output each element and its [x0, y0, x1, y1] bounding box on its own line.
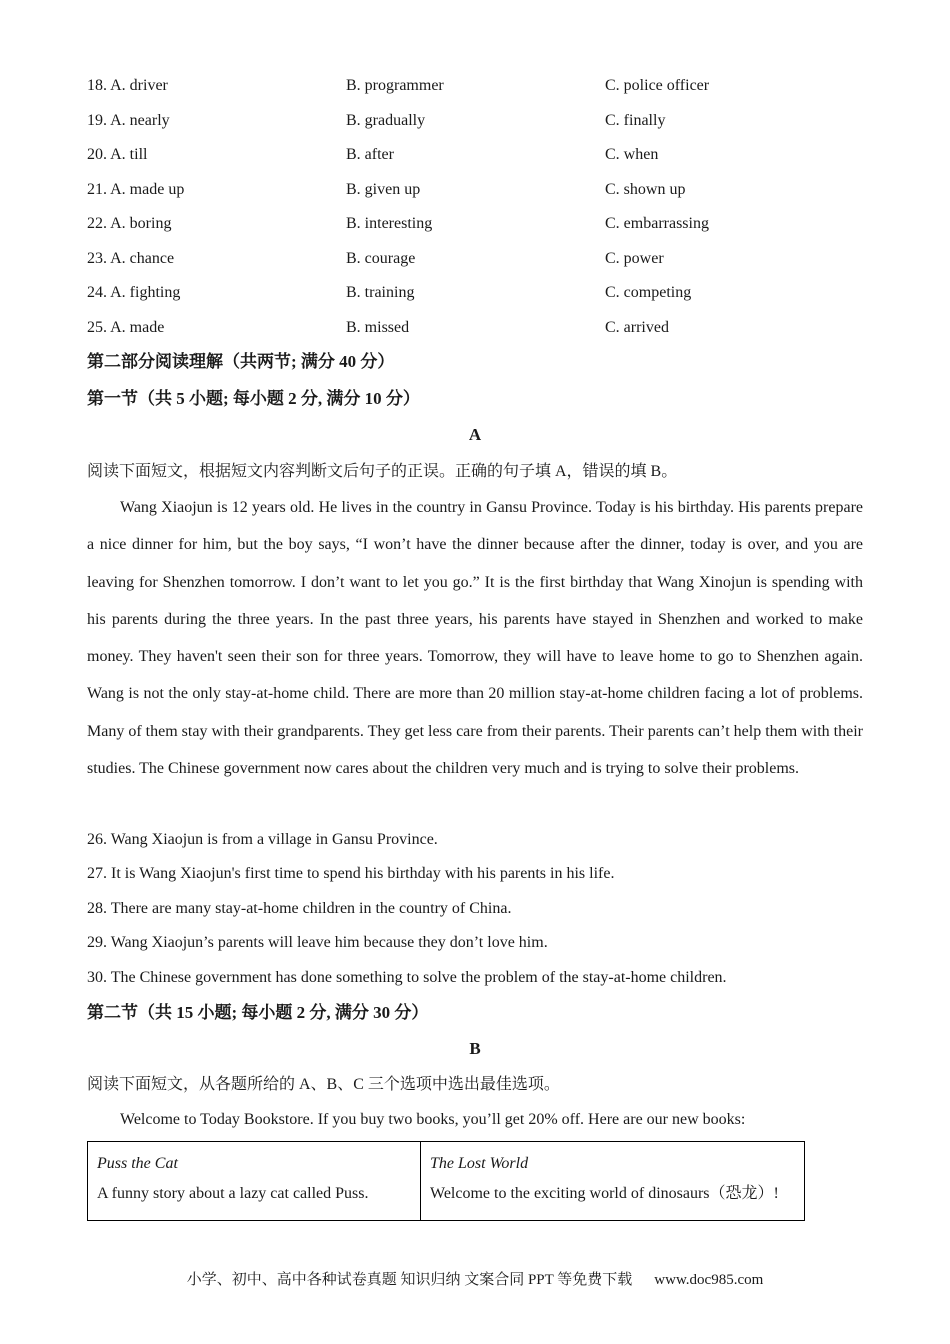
- question-20-options: [87, 143, 887, 167]
- option-b: B. given up: [346, 181, 421, 198]
- footer-site-link[interactable]: www.doc985.com: [654, 1272, 764, 1288]
- section-1-heading: 第一节（共 5 小题; 每小题 2 分, 满分 10 分）: [87, 389, 420, 408]
- book-description: Welcome to the exciting world of dinosaurs（恐龙）!: [430, 1185, 779, 1202]
- book-cell: [88, 1142, 421, 1221]
- question-18-options: [87, 74, 887, 98]
- option-c: C. power: [605, 250, 664, 267]
- statement-26: 26. Wang Xiaojun is from a village in Gansu Province.: [87, 831, 438, 848]
- option-c: C. finally: [605, 112, 666, 129]
- option-b: B. programmer: [346, 77, 444, 94]
- footer: [0, 1268, 950, 1292]
- option-a: 21. A. made up: [87, 181, 185, 198]
- option-a: 25. A. made: [87, 319, 165, 336]
- passage-a-instruction: 阅读下面短文，根据短文内容判断文后句子的正误。正确的句子填 A，错误的填 B。: [87, 463, 678, 480]
- option-b: B. interesting: [346, 215, 433, 232]
- question-21-options: [87, 178, 887, 202]
- question-23-options: [87, 247, 887, 271]
- section-2-heading: 第二节（共 15 小题; 每小题 2 分, 满分 30 分）: [87, 1003, 429, 1022]
- book-description: A funny story about a lazy cat called Puss.: [97, 1185, 369, 1202]
- option-b: B. after: [346, 146, 394, 163]
- option-c: C. shown up: [605, 181, 686, 198]
- option-a: 23. A. chance: [87, 250, 175, 267]
- part-2-heading: 第二部分阅读理解（共两节; 满分 40 分）: [87, 352, 395, 371]
- statement-27: 27. It is Wang Xiaojun's first time to spend his birthday with his parents in his life.: [87, 865, 615, 882]
- option-a: 19. A. nearly: [87, 112, 170, 129]
- option-c: C. competing: [605, 284, 692, 301]
- question-19-options: [87, 109, 887, 133]
- option-a: 18. A. driver: [87, 77, 168, 94]
- question-24-options: [87, 281, 887, 305]
- book-title: Puss the Cat: [97, 1155, 178, 1172]
- option-c: C. police officer: [605, 77, 710, 94]
- option-a: 22. A. boring: [87, 215, 172, 232]
- book-title: The Lost World: [430, 1155, 529, 1172]
- option-b: B. courage: [346, 250, 416, 267]
- option-b: B. missed: [346, 319, 410, 336]
- table-row: [88, 1142, 805, 1221]
- passage-b-instruction: 阅读下面短文，从各题所给的 A、B、C 三个选项中选出最佳选项。: [87, 1076, 560, 1093]
- option-c: C. arrived: [605, 319, 669, 336]
- option-c: C. embarrassing: [605, 215, 709, 232]
- option-b: B. training: [346, 284, 415, 301]
- question-25-options: [87, 316, 887, 340]
- passage-b-letter: B: [469, 1039, 481, 1058]
- statement-29: 29. Wang Xiaojun’s parents will leave him because they don’t love him.: [87, 934, 548, 951]
- option-a: 24. A. fighting: [87, 284, 181, 301]
- statement-28: 28. There are many stay-at-home children in the country of China.: [87, 900, 512, 917]
- passage-a-text: Wang Xiaojun is 12 years old. He lives in the country in Gansu Province. Today is his birthday. His parents prepare a nice dinner for him, but the boy says, “I won’t have the dinner because after the dinner, today is over, and you are leaving for Shenzhen tomorrow. I don’t want to let you go.” It is the first birthday that Wang Xinojun is spending with his parents during the three years. In the past three years, his parents have stayed in Shenzhen and worked to make money. They haven't seen their son for three years. Tomorrow, they will have to leave home to go to Shenzhen again. Wang is not the only stay-at-home child. There are more than 20 million stay-at-home children facing a lot of problems. Many of them stay with their grandparents. They get less care from their parents. Their parents can’t help them with their studies. The Chinese government now cares about the children very much and is trying to solve their problems.: [87, 499, 863, 778]
- statement-30: 30. The Chinese government has done something to solve the problem of the stay-at-home children.: [87, 969, 727, 986]
- footer-text: 小学、初中、高中各种试卷真题 知识归纳 文案合同 PPT 等免费下载: [186, 1272, 633, 1288]
- option-b: B. gradually: [346, 112, 426, 129]
- passage-b-intro: Welcome to Today Bookstore. If you buy two books, you’ll get 20% off. Here are our new books:: [120, 1111, 746, 1128]
- book-cell: [421, 1142, 805, 1221]
- option-c: C. when: [605, 146, 659, 163]
- question-22-options: [87, 212, 887, 236]
- book-table: [87, 1141, 805, 1221]
- option-a: 20. A. till: [87, 146, 148, 163]
- passage-a-letter: A: [468, 425, 482, 444]
